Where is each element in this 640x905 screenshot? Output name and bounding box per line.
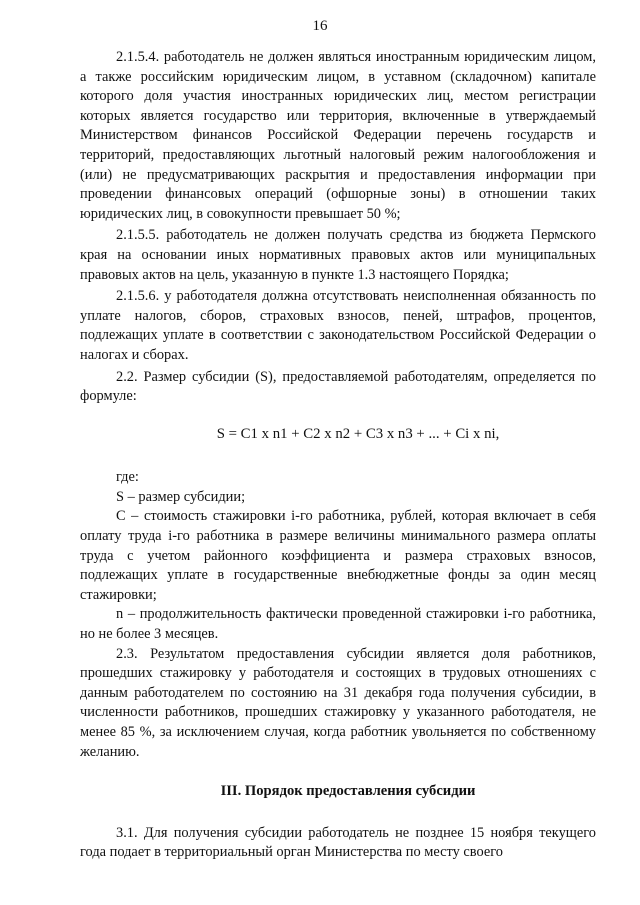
paragraph-2-1-5-6: 2.1.5.6. у работодателя должна отсутствовать неисполненная обязанность по уплате налогов, сборов, страховых взносов, пеней, штрафов, процентов, подлежащих уплате в соответствии с законодательством Российской Федерации о налогах и сборах. [80, 288, 596, 363]
definition-s: S – размер субсидии; [116, 488, 246, 505]
paragraph-2-1-5-4: 2.1.5.4. работодатель не должен являться иностранным юридическим лицом, а также российским юридическим лицом, в уставном (складочном) капитале которого доля участия иностранных юридических лиц, местом регистрации которых является государство или территория, включенные в утверждаемый Министерством финансов Российской Федерации перечень государств и территорий, предоставляющих льготный налоговый режим налогообложения и (или) не предусматривающих раскрытия и предоставления информации при проведении финансовых операций (офшорные зоны) в отношении таких юридических лиц, в совокупности превышает 50 %; [80, 49, 596, 222]
page-number: 16 [312, 18, 328, 34]
section-heading: III. Порядок предоставления субсидии [220, 783, 476, 800]
paragraph-2-1-5-5: 2.1.5.5. работодатель не должен получать средства из бюджета Пермского края на основании иных нормативных правовых актов или муниципальных правовых актов на цель, указанную в пункте 1.3 настоящего Порядка; [80, 227, 596, 283]
definition-c: C – стоимость стажировки i-го работника, рублей, которая включает в себя оплату труда i-го работника в размере величины минимального размера оплаты труда с учетом районного коэффициента и размера страховых взносов, подлежащих уплате в государственные внебюджетные фонды за один месяц стажировки; [80, 508, 596, 603]
subsidy-formula: S = C1 x n1 + C2 x n2 + C3 x n3 + ... + Ci x ni, [216, 425, 500, 442]
definition-n: n – продолжительность фактически проведенной стажировки i-го работника, но не более 3 месяцев. [80, 606, 596, 643]
definition-where: где: [116, 469, 139, 486]
document-body [80, 48, 596, 863]
paragraph-2-2: 2.2. Размер субсидии (S), предоставляемой работодателям, определяется по формуле: [80, 368, 596, 405]
paragraph-3-1: 3.1. Для получения субсидии работодатель не позднее 15 ноября текущего года подает в территориальный орган Министерства по месту своего [80, 824, 596, 861]
paragraph-2-3: 2.3. Результатом предоставления субсидии является доля работников, прошедших стажировку у работодателя и состоящих в трудовых отношениях с данным работодателем по состоянию на 31 декабря года получения субсидии, в численности работников, прошедших стажировку у указанного работодателя, не менее 85 %, за исключением случая, когда работник увольняется по собственному желанию. [80, 645, 596, 760]
